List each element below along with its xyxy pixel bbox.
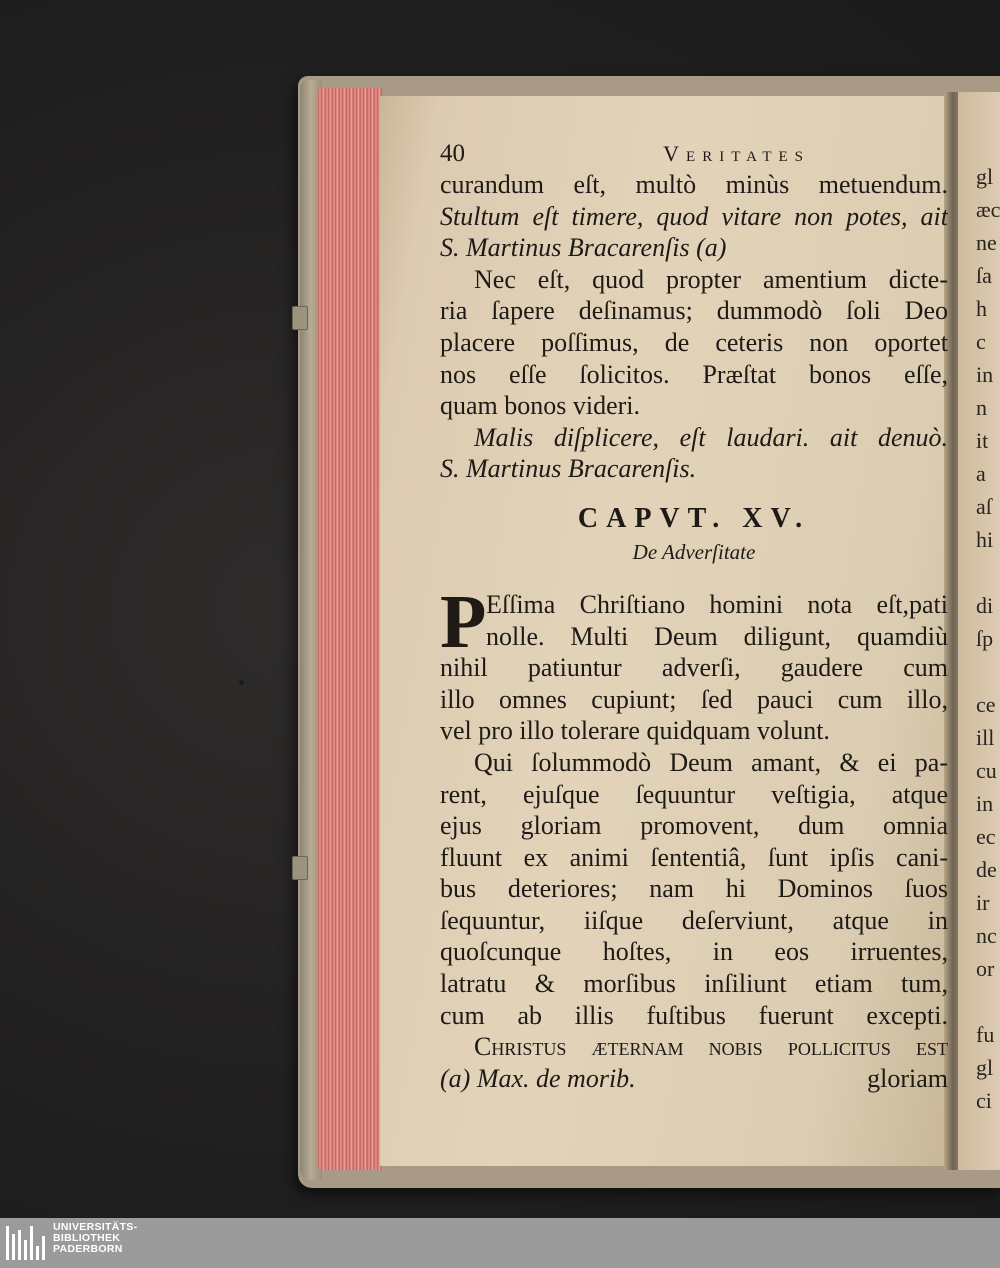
page-footer-line (440, 1063, 948, 1095)
text-line: ejus gloriam promovent, dum omnia (440, 811, 948, 841)
page-header (440, 138, 948, 169)
text-line: quam bonos videri. (440, 391, 641, 421)
text-line: illo omnes cupiunt; ſed pauci cum illo, (440, 684, 948, 714)
text-line: nihil patiuntur adverſi, gaudere cum (440, 653, 948, 683)
chapter-title: CAPVT. XV. (577, 502, 811, 534)
fragment: ſp (976, 626, 994, 651)
fragment: ſa (976, 263, 992, 288)
text-line: ria ſapere deſinamus; dummodò ſoli Deo (440, 296, 948, 326)
text-line: quoſcunque hoſtes, in eos irruentes, (440, 937, 948, 967)
text-line: nolle. Multi Deum diligunt, quamdiù (486, 621, 948, 651)
text-line: ſequuntur, iiſque deſerviunt, atque in (440, 905, 948, 935)
catchword: gloriam (867, 1063, 948, 1093)
fragment: fu (976, 1022, 995, 1047)
fragment: nc (976, 923, 997, 948)
library-footer (0, 1218, 1000, 1268)
fragment (976, 556, 1000, 589)
chapter-subtitle: De Adverſitate (632, 539, 756, 564)
page-text (440, 138, 948, 1094)
fragment: in (976, 791, 994, 816)
text-line: nos eſſe ſolicitos. Præſtat bonos eſſe, (440, 359, 948, 389)
text-line: Stultum eſt timere, quod vitare non potes, ait (440, 201, 948, 231)
text-line: vel pro illo tolerare quidquam volunt. (440, 716, 830, 746)
text-line: cum ab illis fuſtibus fuerunt excepti. (440, 1000, 948, 1030)
running-head: Veritates (663, 141, 810, 166)
red-page-edges (318, 88, 382, 1170)
page-number: 40 (440, 140, 465, 167)
text-line: S. Martinus Bracarenſis. (440, 454, 697, 484)
text-line: Qui ſolummodò Deum amant, & ei pa- (474, 747, 948, 777)
fragment (976, 655, 1000, 688)
fragment: ne (976, 230, 997, 255)
fragment: cu (976, 758, 997, 783)
fragment (976, 985, 1000, 1018)
fragment: ec (976, 824, 996, 849)
drop-capital: P (440, 579, 487, 664)
library-name-line: PADERBORN (53, 1243, 123, 1255)
footnote: (a) Max. de morib. (440, 1063, 636, 1093)
text-line: placere poſſimus, de ceteris non oportet (440, 327, 948, 357)
fragment: gl (976, 1055, 994, 1080)
text-line: curandum eſt, multò minùs metuendum. (440, 170, 948, 199)
text-line: Malis diſplicere, eſt laudari. ait denuò. (474, 422, 948, 452)
text-line: rent, ejuſque ſequuntur veſtigia, atque (440, 779, 948, 809)
fragment: gl (976, 164, 994, 189)
text-line: Christus æternam nobis pollicitus eſt (474, 1032, 948, 1062)
paragraph-1 (440, 579, 948, 747)
fragment: ill (976, 725, 995, 750)
library-name (53, 1222, 137, 1255)
text-line: S. Martinus Bracarenſis (a) (440, 233, 727, 263)
fragment: h (976, 296, 987, 321)
library-logo-icon (6, 1224, 46, 1260)
fragment: di (976, 593, 994, 618)
fragment: ir (976, 890, 990, 915)
fragment: aſ (976, 494, 992, 519)
fragment: ci (976, 1088, 992, 1113)
right-page-fragments (976, 160, 1000, 1117)
clasp-upper (292, 306, 308, 330)
fragment: or (976, 956, 995, 981)
background-speck (239, 680, 244, 685)
fragment: a (976, 461, 986, 486)
fragment: c (976, 329, 986, 354)
clasp-lower (292, 856, 308, 880)
library-name-line: BIBLIOTHEK (53, 1232, 121, 1244)
text-line: Nec eſt, quod propter amentium dicte- (474, 264, 948, 294)
fragment: ce (976, 692, 996, 717)
fragment: hi (976, 527, 994, 552)
library-name-line: UNIVERSITÄTS- (53, 1221, 138, 1233)
fragment: in (976, 362, 994, 387)
fragment: æc (976, 197, 1000, 222)
text-line: bus deteriores; nam hi Dominos ſuos (440, 874, 948, 904)
paragraph-2 (440, 747, 948, 1031)
fragment: n (976, 395, 987, 420)
fragment: it (976, 428, 989, 453)
text-line: latratu & morſibus inſiliunt etiam tum, (440, 969, 948, 999)
text-line: fluunt ex animi ſententiâ, ſunt ipſis cani- (440, 842, 948, 872)
text-line: Eſſima Chriſtiano homini nota eſt,pati (486, 589, 948, 619)
fragment: de (976, 857, 997, 882)
